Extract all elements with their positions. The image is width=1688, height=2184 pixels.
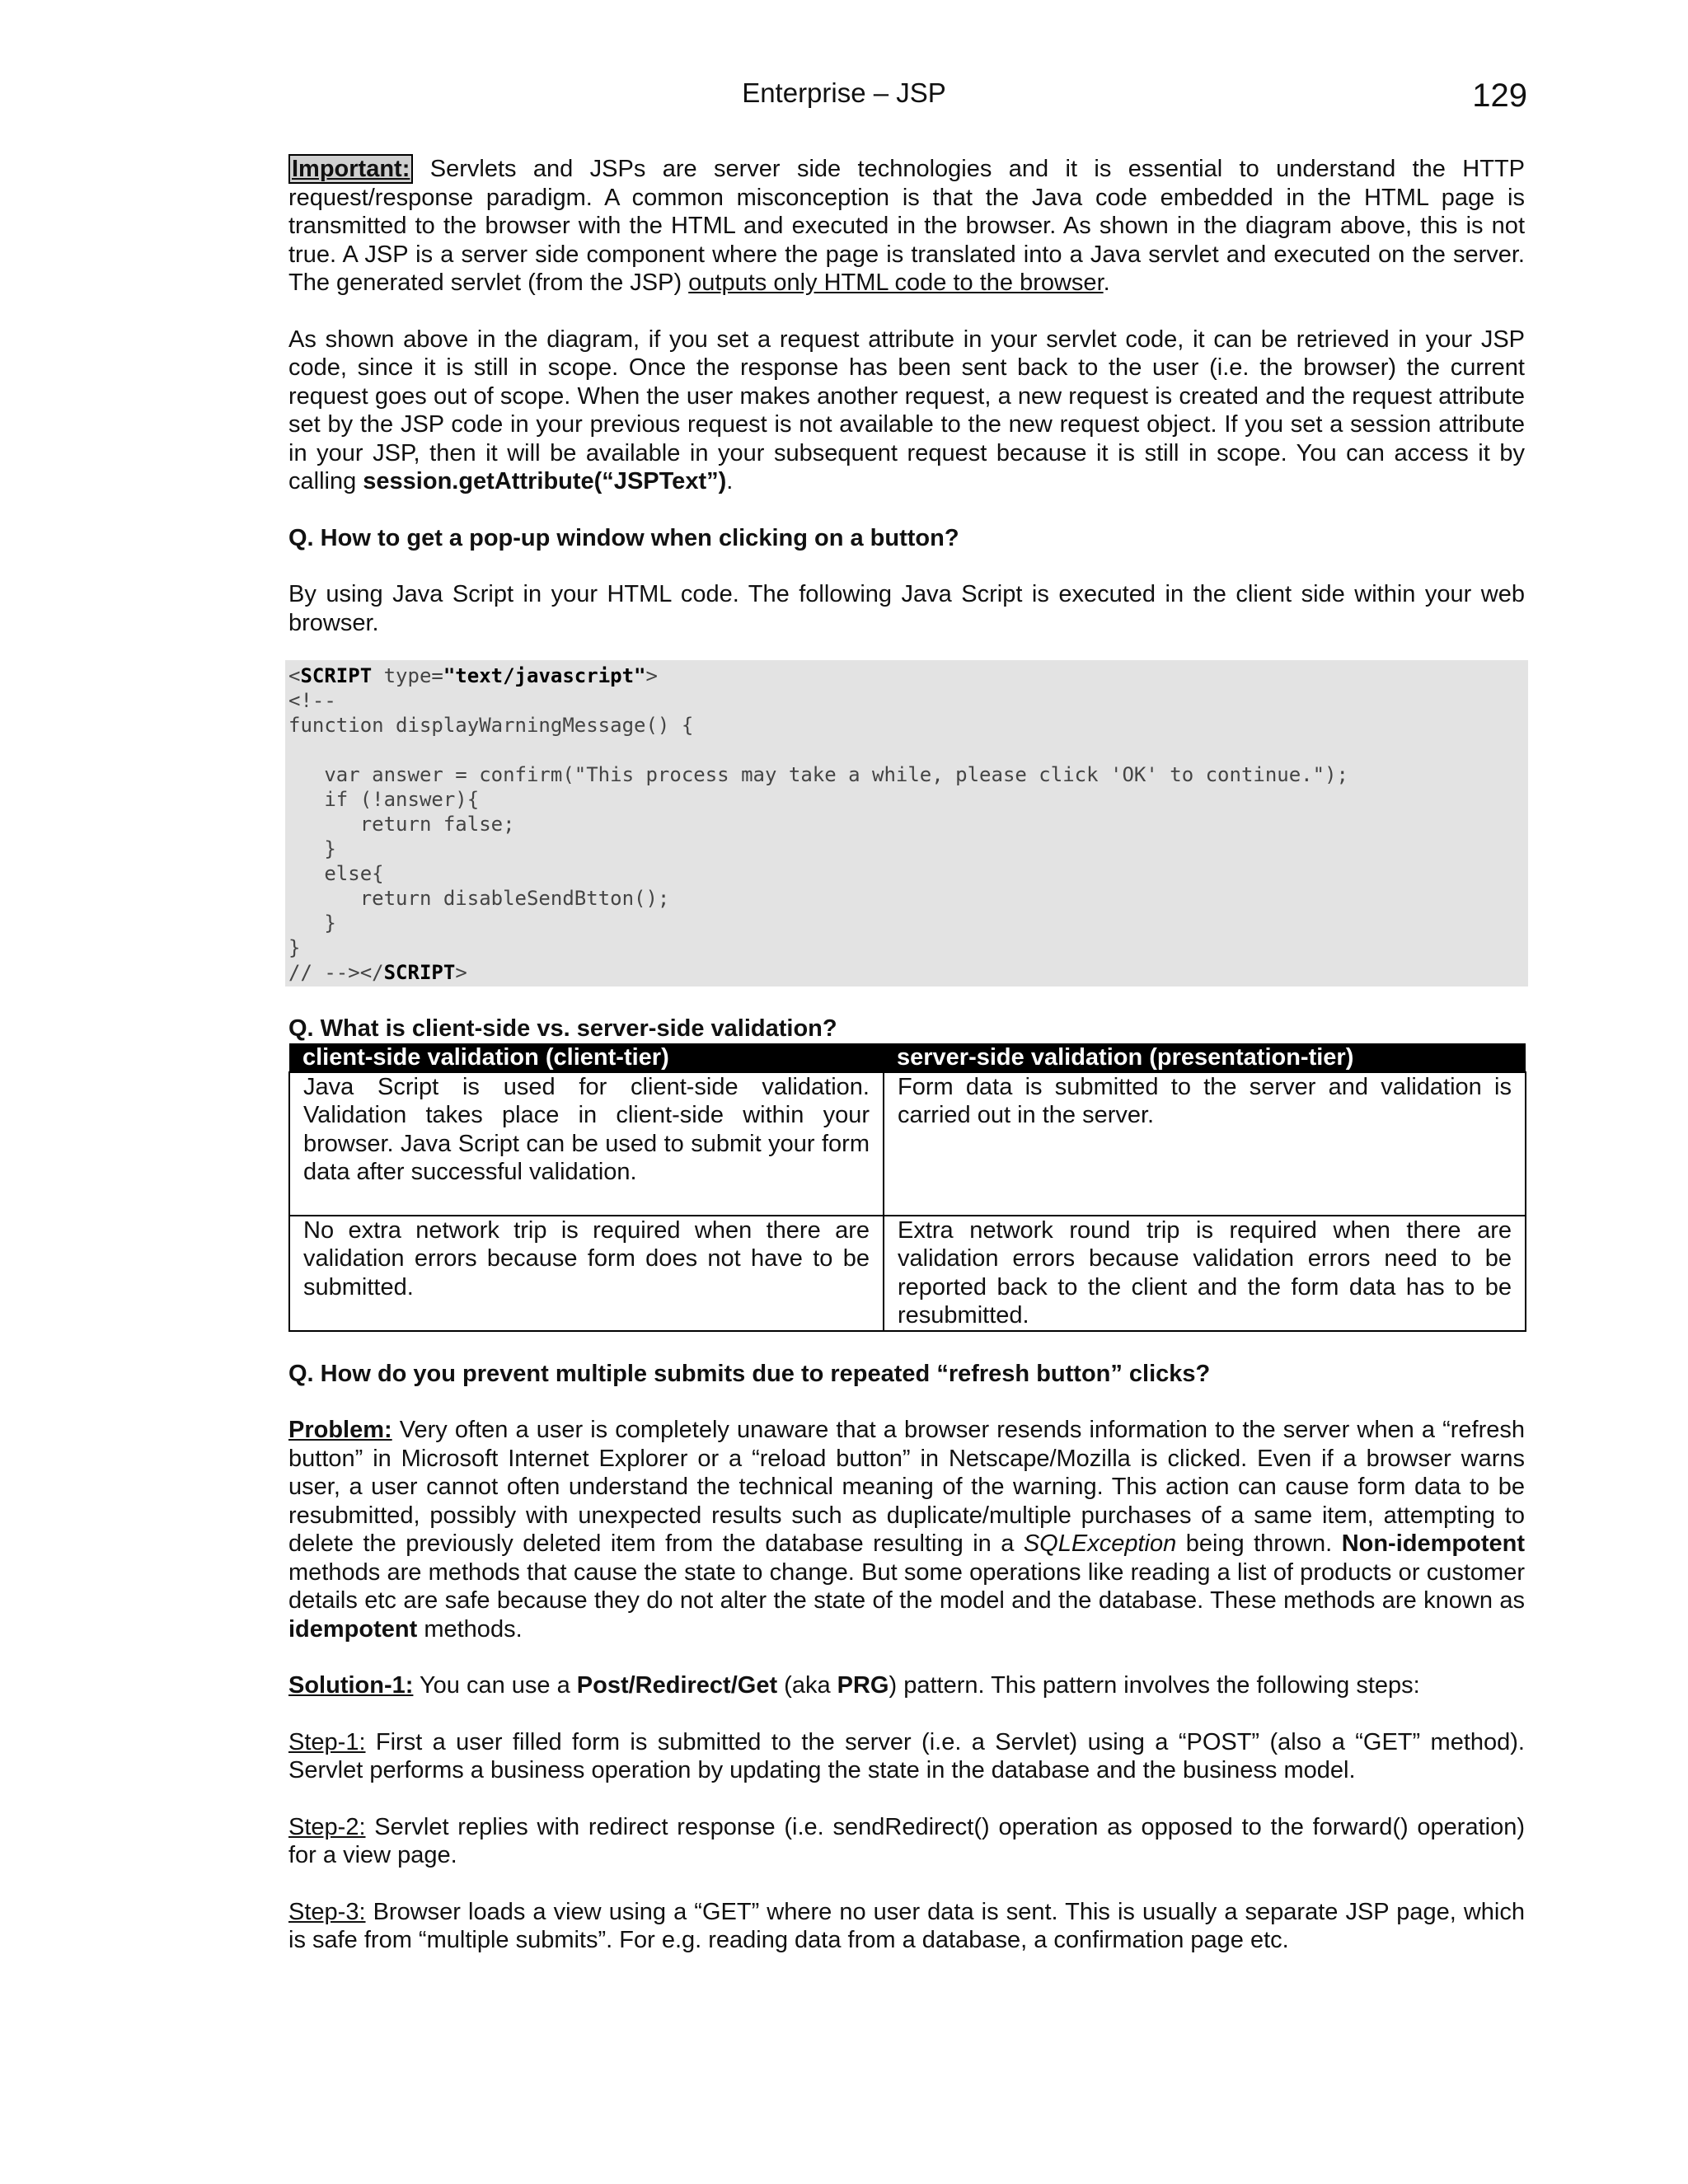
non-idempotent-term: Non-idempotent: [1341, 1530, 1525, 1557]
step-label: Step-3:: [288, 1898, 366, 1925]
validation-comparison-table: [288, 1043, 1526, 1332]
prg-pattern-term: Post/Redirect/Get: [576, 1672, 778, 1699]
table-cell: No extra network trip is required when there are validation errors because form does not have to be submitted.: [289, 1216, 884, 1331]
javascript-intro-paragraph: By using Java Script in your HTML code. The following Java Script is executed in the client side within your web browser.: [288, 581, 1525, 636]
scope-paragraph: As shown above in the diagram, if you set a request attribute in your servlet code, it can be retrieved in your JSP code, since it is still in scope. Once the response has been sent back to the user (i.e. the browser) the current request goes out of scope. When the user makes another request, a new request is created and the request attribute set by the JSP code in your previous request is not available to the new request object. If you set a session attribute in your JSP, then it will be available in your subsequent request because it is still in scope. You can access it by calling session.getAttribute(“JSPText”).: [288, 326, 1525, 494]
code-body: <!-- function displayWarningMessage() { var answer = confirm("This process may take a while, please click 'OK' to continue."); if (!answer){ return false; } else{ return disableSendBtton(); } } // -->: [288, 689, 1348, 984]
table-row: [289, 1216, 1526, 1331]
idempotent-term: idempotent: [288, 1615, 418, 1643]
important-paragraph: Important: Servlets and JSPs are server side technologies and it is essential to understand the HTTP request/response paradigm. A common misconception is that the Java code embedded in the HTML page is transmitted to the browser with the HTML and executed in the browser. As shown in the diagram above, this is not true. A JSP is a server side component where the page is translated into a Java servlet and executed on the server. The generated servlet (from the JSP) outputs only HTML code to the browser.: [288, 156, 1525, 296]
running-header-title: Enterprise – JSP: [742, 77, 946, 108]
table-cell: Java Script is used for client-side validation. Validation takes place in client-side within your browser. Java Script can be used to submit your form data after successful validation.: [289, 1072, 884, 1216]
code-block: <SCRIPT type="text/javascript"> <!-- function displayWarningMessage() { var answer = confirm("This process may take a while, please click 'OK' to continue."); if (!answer){ return false; } else{ return disableSendBtton(); } } // --></SCRIPT>: [285, 660, 1528, 987]
page-body: [288, 155, 1525, 1983]
step-1-paragraph: Step-1: First a user filled form is submitted to the server (i.e. a Servlet) using a “POST” (also a “GET” method). Servlet performs a business operation by updating the state in the database and the business model.: [288, 1728, 1525, 1783]
step-2-paragraph: Step-2: Servlet replies with redirect response (i.e. sendRedirect() operation as opposed to the forward() operation) for a view page.: [288, 1813, 1525, 1868]
sqlexception-term: SQLException: [1023, 1530, 1177, 1557]
underlined-phrase: outputs only HTML code to the browser: [688, 269, 1104, 296]
table-header-server: server-side validation (presentation-tier): [884, 1043, 1526, 1072]
question-validation: Q. What is client-side vs. server-side validation?: [288, 1015, 837, 1042]
question-multiple-submits: Q. How do you prevent multiple submits due to repeated “refresh button” clicks?: [288, 1360, 1211, 1387]
table-header-row: [289, 1043, 1526, 1072]
table-row: [289, 1072, 1526, 1216]
problem-paragraph: Problem: Very often a user is completely unaware that a browser resends information to the server when a “refresh button” in Microsoft Internet Explorer or a “reload button” in Netscape/Mozilla is clicked. Even if a browser warns user, a user cannot often understand the technical meaning of the warning. This action can cause form data to be resubmitted, possibly with unexpected results such as duplicate/multiple purchases of a same item, attempting to delete the previously deleted item from the database resulting in a SQLException being thrown. Non-idempotent methods are methods that cause the state to change. But some operations like reading a list of products or customer details etc are safe because they do not alter the state of the model and the database. These methods are known as idempotent methods.: [288, 1417, 1525, 1643]
solution-label: Solution-1:: [288, 1672, 414, 1699]
session-get-attribute: session.getAttribute(“JSPText”): [363, 468, 727, 494]
table-header-client: client-side validation (client-tier): [289, 1043, 884, 1072]
page-number: 129: [1472, 77, 1527, 114]
table-cell: Extra network round trip is required when there are validation errors because validation errors need to be reported back to the client and the form data has to be resubmitted.: [884, 1216, 1526, 1331]
table-cell: Form data is submitted to the server and validation is carried out in the server.: [884, 1072, 1526, 1216]
step-label: Step-2:: [288, 1813, 366, 1840]
solution-paragraph: Solution-1: You can use a Post/Redirect/Get (aka PRG) pattern. This pattern involves the following steps:: [288, 1672, 1420, 1699]
important-label: Important:: [288, 154, 413, 184]
problem-label: Problem:: [288, 1417, 392, 1443]
step-3-paragraph: Step-3: Browser loads a view using a “GET” where no user data is sent. This is usually a separate JSP page, which is safe from “multiple submits”. For e.g. reading data from a database, a confirmation page etc.: [288, 1898, 1525, 1953]
step-label: Step-1:: [288, 1728, 366, 1755]
question-popup-window: Q. How to get a pop-up window when clicking on a button?: [288, 524, 959, 551]
prg-abbrev: PRG: [837, 1672, 889, 1699]
